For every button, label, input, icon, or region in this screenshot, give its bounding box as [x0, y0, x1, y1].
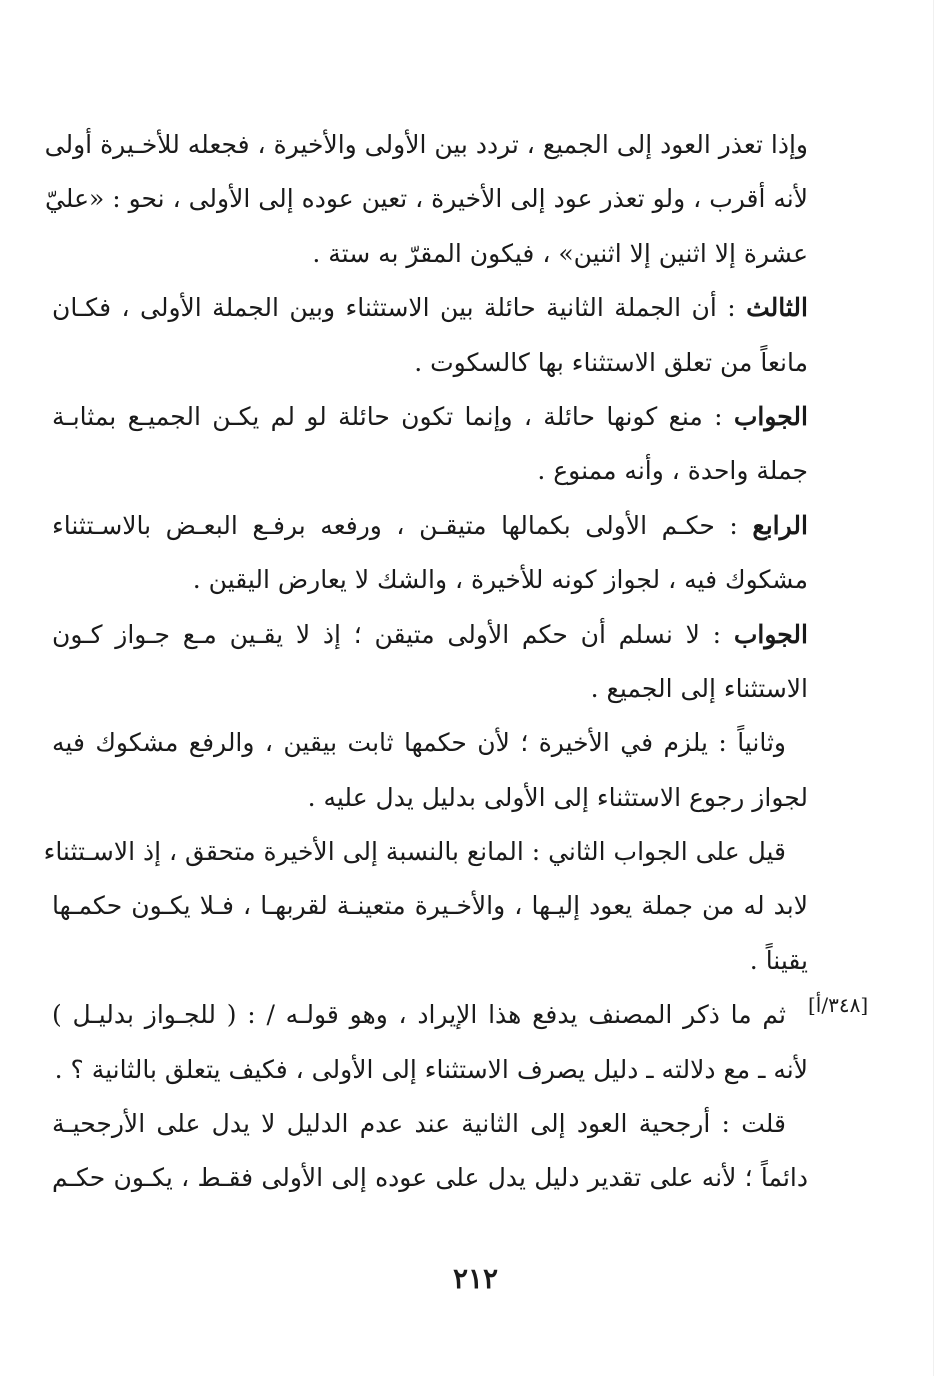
manuscript-folio-reference: [٣٤٨/أ]: [808, 993, 869, 1017]
page-edge-mark: [933, 0, 934, 1376]
text-line-17: ثم ما ذكر المصنف يدفع هذا الإيراد ، وهو قولـه / : ( للجـواز بدليـل ): [52, 1000, 786, 1030]
text-line-1: وإذا تعذر العود إلى الجميع ، تردد بين الأولى والأخيرة ، فجعله للأخـيرة أولى: [44, 130, 808, 159]
text-line-3: عشرة إلا اثنين إلا اثنين» ، فيكون المقرّ به ستة .: [312, 238, 808, 268]
text-line-7: جملة واحدة ، وأنه ممنوع .: [537, 456, 808, 486]
page-number: ٢١٢: [452, 1262, 499, 1295]
text-line-13: لجواز رجوع الاستثناء إلى الأولى بدليل يدل عليه .: [307, 782, 808, 812]
text-line-9: مشكوك فيه ، لجواز كونه للأخيرة ، والشك لا يعارض اليقين .: [192, 565, 808, 595]
answer-heading-1: الجواب: [733, 401, 808, 431]
text-line-12: وثانياً : يلزم في الأخيرة ؛ لأن حكمها ثابت بيقين ، والرفع مشكوك فيه: [52, 728, 786, 758]
text-line-11: الاستثناء إلى الجميع .: [590, 673, 808, 703]
text-line-16: يقيناً .: [749, 945, 808, 975]
text-line-10: الجواب : لا نسلم أن حكم الأولى متيقن ؛ إذ لا يقـين مـع جـواز كـون: [52, 619, 808, 649]
text-line-4: الثالث : أن الجملة الثانية حائلة بين الاستثناء وبين الجملة الأولى ، فكـان: [52, 293, 808, 323]
text-line-5: مانعاً من تعلق الاستثناء بها كالسكوت .: [414, 347, 808, 377]
text-line-20: دائماً ؛ لأنه على تقدير دليل يدل على عوده إلى الأولى فقـط ، يكـون حكـم: [52, 1163, 808, 1193]
answer-heading-2: الجواب: [733, 619, 808, 649]
section-heading-fourth: الرابع: [752, 510, 808, 540]
text-line-18: لأنه ـ مع دلالته ـ دليل يصرف الاستثناء إلى الأولى ، فكيف يتعلق بالثانية ؟ .: [54, 1054, 808, 1084]
text-line-2: لأنه أقرب ، ولو تعذر عود إلى الأخيرة ، تعين عوده إلى الأولى ، نحو : «عليّ: [44, 184, 808, 214]
text-line-19: قلت : أرجحية العود إلى الثانية عند عدم الدليل لا يدل على الأرجحيـة: [52, 1109, 786, 1139]
text-line-15: لابد له من جملة يعود إليـها ، والأخـيرة متعينـة لقربهـا ، فـلا يكـون حكمـها: [52, 891, 808, 921]
section-heading-third: الثالث: [746, 293, 808, 323]
text-line-8: الرابع : حكـم الأولى بكمالها متيقـن ، ورفعه برفـع البعـض بالاسـتثناء: [52, 510, 808, 540]
page-body: [43, 118, 808, 1206]
text-line-6: الجواب : منع كونها حائلة ، وإنما تكون حائلة لو لم يكـن الجميـع بمثابـة: [52, 401, 808, 431]
text-line-14: قيل على الجواب الثاني : المانع بالنسبة إلى الأخيرة متحقق ، إذ الاسـتثناء: [43, 837, 786, 867]
